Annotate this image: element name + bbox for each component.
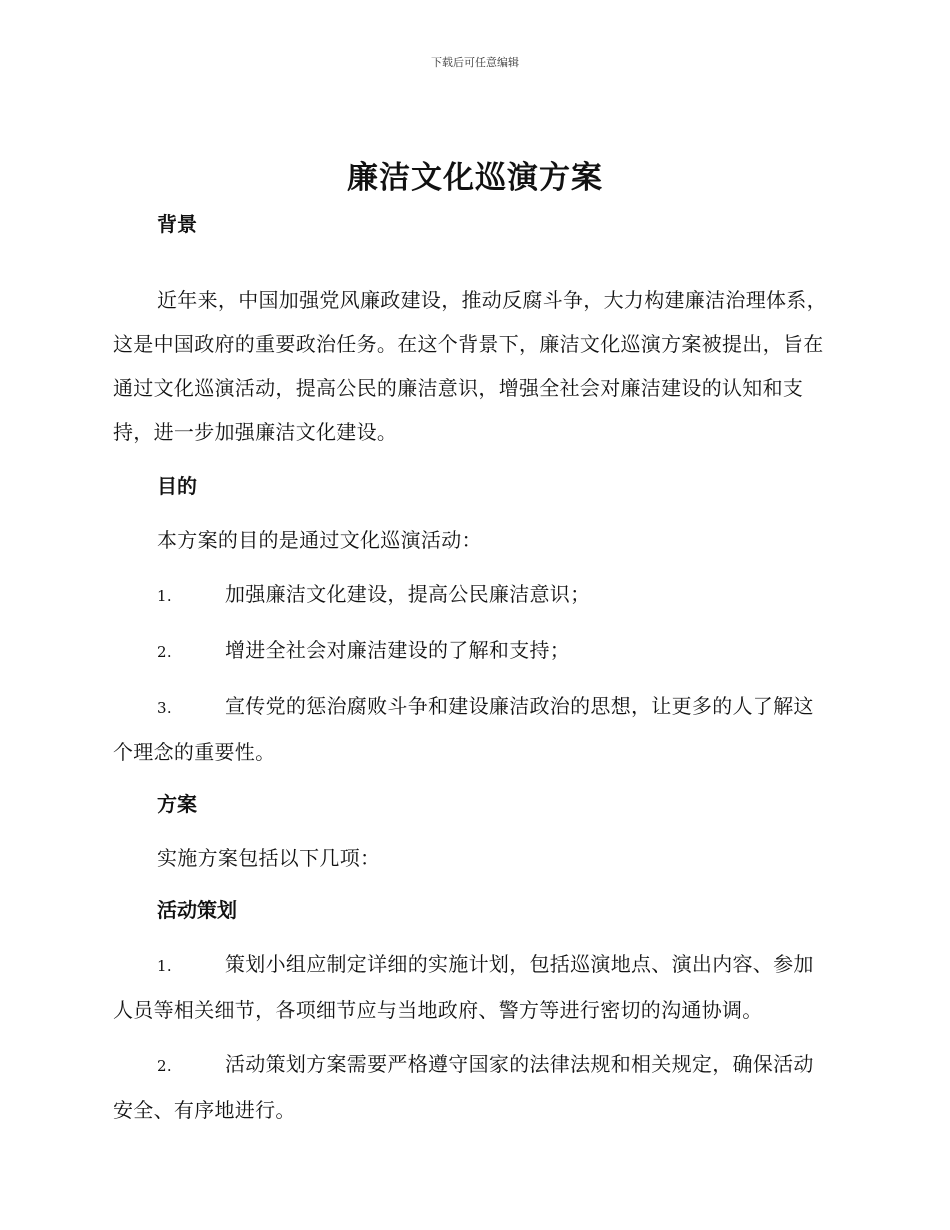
list-number: 1.: [157, 957, 172, 975]
list-number: 1.: [157, 587, 172, 605]
plan-intro: 实施方案包括以下几项：: [157, 846, 381, 870]
background-paragraph: 近年来，中国加强党风廉政建设，推动反腐斗争，大力构建廉洁治理体系，这是中国政府的重要政治任务。在这个背景下，廉洁文化巡演方案被提出，旨在通过文化巡演活动，提高公民的廉洁意识，增强全社会对廉洁建设的认知和支持，进一步加强廉洁文化建设。: [113, 288, 827, 444]
list-text: 策划小组应制定详细的实施计划，包括巡演地点、演出内容、参加人员等相关细节，各项细节应与当地政府、警方等进行密切的沟通协调。: [113, 952, 814, 1022]
list-item: [113, 684, 833, 774]
list-item: [113, 572, 833, 618]
list-text: 加强廉洁文化建设，提高公民廉洁意识；: [225, 582, 591, 606]
list-text: 宣传党的惩治腐败斗争和建设廉洁政治的思想，让更多的人了解这个理念的重要性。: [113, 694, 814, 764]
section-heading-plan: 方案: [157, 792, 197, 816]
list-number: 2.: [157, 643, 172, 661]
document-title: 廉洁文化巡演方案: [347, 160, 603, 196]
document-body: [113, 200, 833, 1132]
page-header-note: 下载后可任意编辑: [431, 56, 519, 69]
list-number: 2.: [157, 1057, 172, 1075]
list-item: [113, 942, 833, 1032]
list-text: 活动策划方案需要严格遵守国家的法律法规和相关规定，确保活动安全、有序地进行。: [113, 1052, 814, 1122]
section-heading-purpose: 目的: [157, 474, 197, 498]
purpose-intro: 本方案的目的是通过文化巡演活动：: [157, 528, 482, 552]
list-item: [113, 628, 833, 674]
subsection-heading-activity-planning: 活动策划: [157, 898, 237, 922]
list-item: [113, 1042, 833, 1132]
list-number: 3.: [157, 699, 172, 717]
list-text: 增进全社会对廉洁建设的了解和支持；: [225, 638, 571, 662]
section-heading-background: 背景: [157, 212, 197, 236]
